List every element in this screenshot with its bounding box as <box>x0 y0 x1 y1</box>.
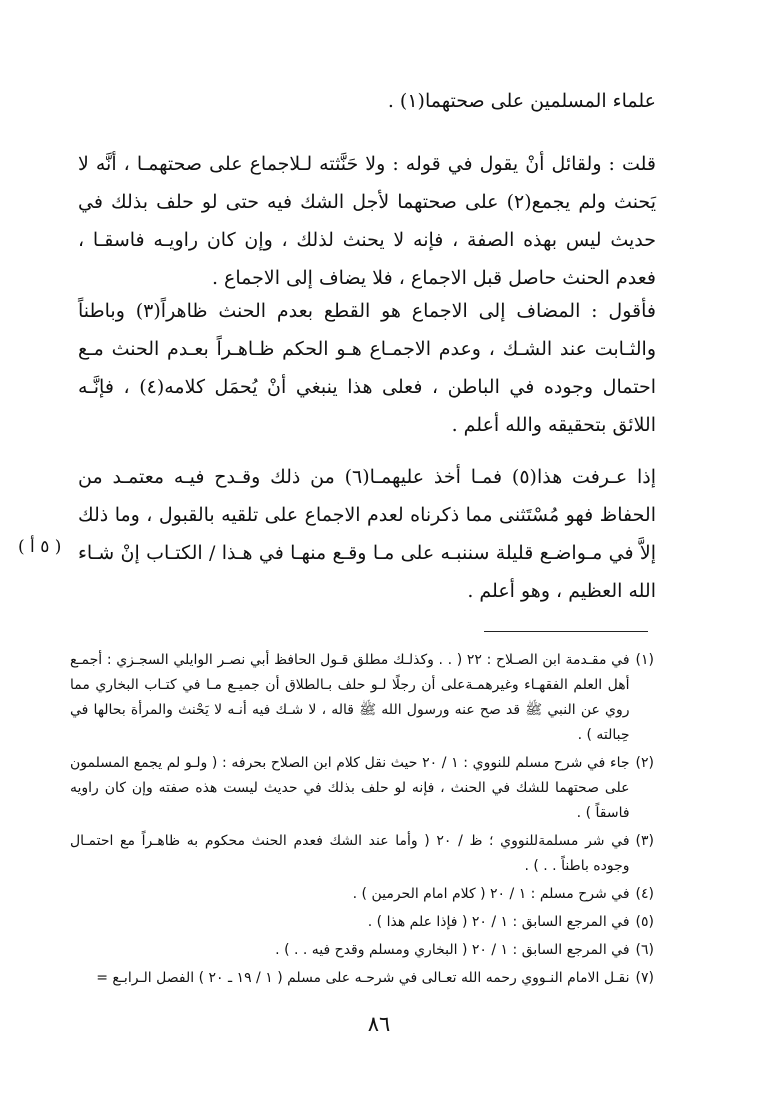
body-paragraph-4: إذا عـرفت هذا(٥) فمـا أخذ عليهمـا(٦) من ذلك وقـدح فيـه معتمـد من الحفاظ فهو مُسْتَثنى مما ذكرناه لعدم الاجماع على تلقيه بالقبول ، وما ذلك إلاَّ في مـواضـع قليلة سننبـه على مـا وقـع منهـا في هـذا / الكتـاب إنْ شـاء الله العظيم ، وهو أعلم . <box>78 466 656 602</box>
footnote-number: (٣) <box>635 833 654 849</box>
footnote-4 <box>70 882 654 907</box>
footnote-number: (٦) <box>635 942 654 958</box>
body-paragraph-2: قلت : ولقائل أنْ يقول في قوله : ولا حَنَّثته لـلاجماع على صحتهمـا ، أنَّه لا يَحنث ولم يجمع(٢) على صحتهما لأجل الشك فيه حتى لو حلف بذلك في حديث ليس بهذه الصفة ، فإنه لا يحنث لذلك ، وإن كان راويـه فاسقـا ، فعدم الحنث حاصل قبل الاجماع ، فلا يضاف إلى الاجماع . <box>78 153 656 289</box>
footnote-2 <box>70 751 654 826</box>
footnote-number: (٤) <box>635 886 654 902</box>
footnote-text: في شرح مسلم : ١ / ٢٠ ( كلام امام الحرمين ) . <box>352 886 630 902</box>
footnote-divider <box>484 631 648 632</box>
footnote-text: في مقـدمة ابن الصـلاح : ٢٢ ( . . وكذلـك مطلق قـول الحافظ أبي نصـر الوايلي السجـزي : أجمـع أهل العلم الفقهـاء وغيرهمـةعلى أن رجلًا لـو حلف بـالطلاق أن جميـع مـا في كتـاب البخاري مما روي عن النبي ﷺ قد صح عنه ورسول الله ﷺ قاله ، لا شـك فيه أنـه لا يَحْنث والمرأة بحالها في حِبالته ) . <box>70 652 630 743</box>
footnote-5 <box>70 910 654 935</box>
footnote-number: (٧) <box>635 970 654 986</box>
footnote-3 <box>70 829 654 879</box>
page-number: ٨٦ <box>367 1012 391 1036</box>
footnote-text: جاء في شرح مسلم للنووي : ١ / ٢٠ حيث نقل كلام ابن الصلاح بحرفه : ( ولـو لم يجمع المسلمون على صحتهما للشك في الحنث ، فإنه لو حلف بذلك في حديث ليست هذه صفته وإن كان راويه فاسقاً ) . <box>70 755 630 821</box>
footnote-text: في شر مسلمةللنووي ؛ ظ / ٢٠ ( وأما عند الشك فعدم الحنث محكوم به ظاهـراً مع احتمـال وجوده باطناً . . ) . <box>70 833 630 874</box>
footnote-1 <box>70 648 654 748</box>
footnote-text: نقـل الامام النـووي رحمه الله تعـالى في شرحـه على مسلم ( ١ / ١٩ ـ ٢٠ ) الفصل الـرابـع = <box>96 970 630 986</box>
footnote-text: في المرجع السابق : ١ / ٢٠ ( البخاري ومسلم وقدح فيه . . ) . <box>275 942 630 958</box>
footnote-number: (٥) <box>635 914 654 930</box>
body-paragraph-1: علماء المسلمين على صحتهما(١) . <box>387 90 656 112</box>
footnote-number: (١) <box>635 652 654 668</box>
footnote-7 <box>70 966 654 991</box>
manuscript-folio-marker: ( ٥ أ ) <box>18 537 62 557</box>
footnote-text: في المرجع السابق : ١ / ٢٠ ( فإذا علم هذا ) . <box>367 914 630 930</box>
body-paragraph-3: فأقول : المضاف إلى الاجماع هو القطع بعدم الحنث ظاهراً(٣) وباطناً والثـابت عند الشـك ، وعدم الاجمـاع هـو الحكم ظـاهـراً بعـدم الحنث مـع احتمال وجوده في الباطن ، فعلى هذا ينبغي أنْ يُحمَل كلامه(٤) ، فإنَّـه اللائق بتحقيقه والله أعلم . <box>78 300 656 436</box>
footnote-number: (٢) <box>635 755 654 771</box>
footnotes-section <box>70 648 654 994</box>
footnote-6 <box>70 938 654 963</box>
